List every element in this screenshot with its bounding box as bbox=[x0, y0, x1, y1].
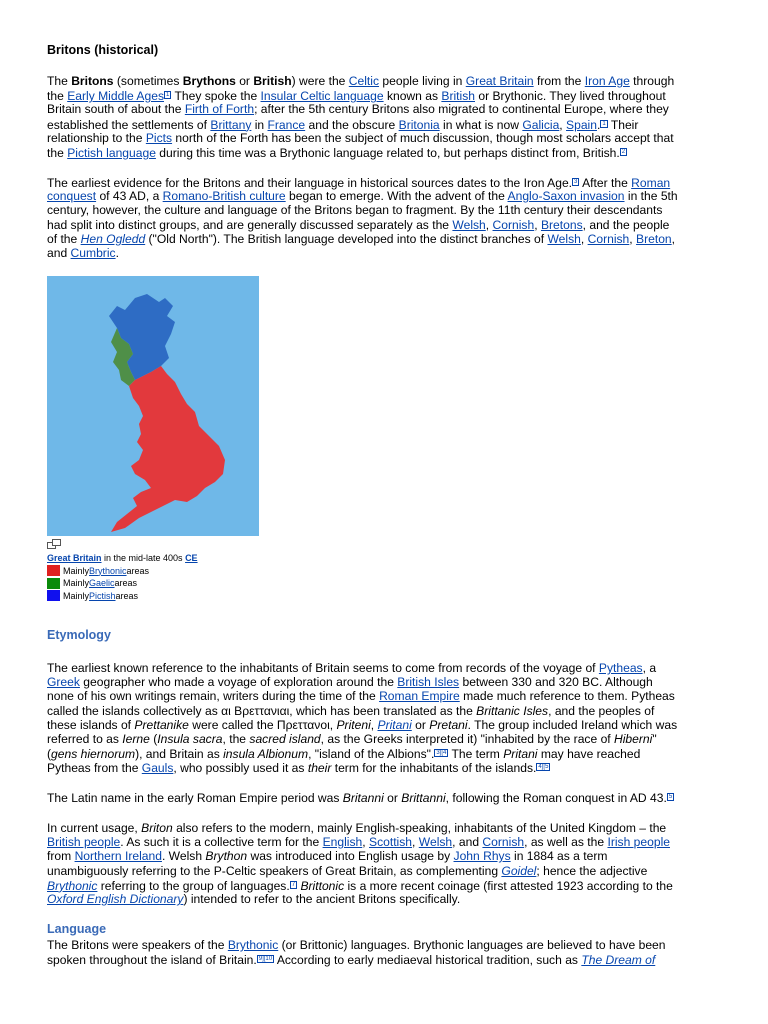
wiki-link[interactable]: Scottish bbox=[369, 835, 413, 850]
wiki-link[interactable]: Pictish language bbox=[67, 145, 156, 160]
text-line: (gens hiernorum), and Britain as insula Albionum, "island of the Albions". $^{3][4}$ The term Pritani may have reached bbox=[47, 747, 641, 762]
italic-term: sacred island bbox=[249, 731, 321, 746]
wiki-link[interactable]: Northern Ireland bbox=[74, 849, 162, 864]
wiki-link[interactable]: Insular Celtic language bbox=[260, 89, 384, 104]
wiki-link[interactable]: France bbox=[267, 117, 306, 132]
text-line: Greek geographer who made a voyage of exploration around the British Isles between 330 and 320 BC. Although bbox=[47, 675, 653, 690]
text-line: The Britons were speakers of the Brythonic (or Brittonic) languages. Brythonic languages are believed to have been bbox=[47, 938, 666, 952]
wiki-link[interactable]: Early Middle Ages bbox=[67, 89, 164, 104]
wiki-link[interactable]: Irish people bbox=[607, 835, 670, 850]
italic-term: Britanni bbox=[342, 791, 384, 805]
italic-term: gens hiernorum bbox=[51, 747, 136, 762]
text-line: the Early Middle Ages $^1$ They spoke the Insular Celtic language known as British or Brythonic. They lived throughout bbox=[47, 89, 666, 104]
wiki-link[interactable]: Anglo-Saxon invasion bbox=[507, 189, 625, 204]
text-line: these islands of Prettanike were called the Πρεττανοι, Priteni, Pritani or Pretani. The group included Ireland which was bbox=[47, 717, 678, 732]
text-line: referred to as Ierne (Insula sacra, the sacred island, as the Greeks interpreted it) "inhabited by the race of Hiberni" bbox=[47, 731, 657, 746]
etymology-paragraph-2 bbox=[47, 790, 722, 804]
italic-term: Brittonic bbox=[300, 878, 345, 893]
wiki-link[interactable]: Cornish bbox=[492, 217, 535, 232]
citation-link[interactable]: 2 bbox=[621, 148, 626, 155]
text-line: The earliest known reference to the inhabitants of Britain seems to come from records of the voyage of Pytheas, a bbox=[47, 661, 657, 675]
wiki-link-italic[interactable]: Hen Ogledd bbox=[80, 231, 146, 246]
text-line: of the Hen Ogledd ("Old North"). The British language developed into the distinct branches of Welsh, Cornish, Breton, bbox=[47, 231, 676, 246]
legend-link-pictish[interactable]: Pictish bbox=[89, 590, 116, 601]
italic-term: Brittanni bbox=[401, 791, 446, 805]
wiki-link[interactable]: Cornish bbox=[482, 835, 525, 850]
citation-link[interactable]: 3 bbox=[574, 179, 578, 185]
text-line: unambiguously referring to the P-Celtic speakers of Great Britain, as complementing Goidel; hence the adjective bbox=[47, 863, 648, 878]
wiki-link[interactable]: Pytheas bbox=[598, 661, 643, 675]
wiki-link-italic[interactable]: Pritani bbox=[377, 717, 412, 732]
text-line: relationship to the Picts north of the Forth has been the subject of much discussion, though most scholars accept that bbox=[47, 130, 674, 145]
wiki-link[interactable]: Firth of Forth bbox=[184, 102, 255, 117]
wiki-link[interactable]: Iron Age bbox=[584, 74, 630, 88]
bold-term: Britons bbox=[71, 74, 114, 88]
caption-link-ce[interactable]: CE bbox=[185, 553, 198, 563]
italic-term: Pritani bbox=[503, 747, 538, 762]
wiki-link[interactable]: Great Britain bbox=[465, 74, 534, 88]
wiki-link[interactable]: Britonia bbox=[398, 117, 440, 132]
etymology-paragraph-3 bbox=[47, 821, 722, 906]
italic-term: Briton bbox=[141, 821, 173, 835]
text-line: none of his own writings remain, writers during the time of the Roman Empire made much reference to them. Pytheas bbox=[47, 689, 675, 704]
etymology-paragraph-1 bbox=[47, 661, 722, 775]
enlarge-icon[interactable] bbox=[47, 536, 61, 546]
wiki-link[interactable]: Welsh bbox=[418, 835, 453, 850]
wiki-link-italic[interactable]: Goidel bbox=[501, 863, 537, 878]
wiki-link[interactable]: English bbox=[322, 835, 363, 850]
text-line: spoken throughout the island of Britain. $^{9][10}$ According to early mediaeval historical tradition, such as The Dream of bbox=[47, 953, 656, 968]
wiki-link-italic[interactable]: Brythonic bbox=[47, 878, 98, 893]
citation-link[interactable]: 9][10 bbox=[258, 956, 273, 963]
bold-term: British bbox=[253, 74, 292, 88]
evidence-paragraph bbox=[47, 175, 722, 260]
wiki-link-italic[interactable]: Oxford English Dictionary bbox=[47, 891, 184, 906]
legend-swatch-pictish bbox=[47, 590, 60, 601]
bold-term: Brythons bbox=[182, 74, 236, 88]
citation-link[interactable]: 3][4 bbox=[436, 750, 447, 757]
intro-paragraph bbox=[47, 74, 722, 159]
text-line: British people. As such it is a collective term for the English, Scottish, Welsh, and Cornish, as well as the Irish people bbox=[47, 835, 670, 850]
legend-swatch-brythonic bbox=[47, 565, 60, 576]
britain-map bbox=[47, 276, 259, 536]
italic-term: their bbox=[307, 761, 332, 776]
wiki-link[interactable]: Romano-British culture bbox=[162, 189, 286, 204]
italic-term: Hiberni bbox=[614, 731, 653, 746]
citation-link[interactable]: 5 bbox=[668, 794, 673, 800]
text-line: The earliest evidence for the Britons and their language in historical sources dates to the Iron Age. $^3$ After the Roman bbox=[47, 176, 671, 190]
italic-term: Priteni bbox=[336, 717, 371, 732]
italic-term: Brittanic Isles bbox=[476, 703, 549, 718]
wiki-link[interactable]: John Rhys bbox=[453, 849, 511, 864]
wiki-link[interactable]: Roman bbox=[631, 176, 671, 190]
wiki-link[interactable]: Roman Empire bbox=[379, 689, 460, 704]
heading-language: Language bbox=[47, 922, 107, 936]
text-line: conquest of 43 AD, a Romano-British culture began to emerge. With the advent of the Anglo-Saxon invasion in the 5th bbox=[47, 189, 678, 204]
legend-link-gaelic[interactable]: Gaelic bbox=[89, 578, 115, 588]
wiki-link[interactable]: Welsh bbox=[547, 231, 581, 246]
text-line: established the settlements of Brittany in France and the obscure Britonia in what is now Galicia, Spain. $^1$ Their bbox=[47, 117, 639, 132]
citation-link[interactable]: 1 bbox=[166, 92, 170, 99]
text-line: The Latin name in the early Roman Empire period was Britanni or Brittanni, following the Roman conquest in AD 43. $^5$ bbox=[47, 791, 673, 805]
legend-swatch-gaelic bbox=[47, 578, 60, 589]
text-line: In current usage, Briton also refers to the modern, mainly English-speaking, inhabitants of the United Kingdom – the bbox=[47, 821, 667, 835]
wiki-link-italic[interactable]: The Dream of bbox=[581, 953, 656, 968]
text-line: the Pictish language during this time was a Brythonic language related to, but perhaps distinct from, British. $^2$ bbox=[47, 145, 626, 160]
page-title: Britons (historical) bbox=[47, 43, 159, 57]
italic-term: insula Albionum bbox=[223, 747, 309, 762]
wiki-link[interactable]: Greek bbox=[47, 675, 80, 690]
wiki-link[interactable]: Breton bbox=[636, 231, 672, 246]
wiki-link[interactable]: Galicia bbox=[522, 117, 560, 132]
caption-link-great-britain[interactable]: Great Britain bbox=[47, 553, 102, 563]
legend-row-brythonic: Mainly Brythonic areas bbox=[47, 565, 198, 578]
wiki-link[interactable]: Cornish bbox=[587, 231, 630, 246]
italic-term: Brython bbox=[205, 849, 248, 864]
language-paragraph bbox=[47, 938, 722, 966]
wiki-link[interactable]: Spain bbox=[566, 117, 597, 132]
citation-link[interactable]: 4][5 bbox=[538, 764, 549, 771]
wiki-link[interactable]: Brythonic bbox=[227, 938, 279, 952]
italic-term: Insula sacra bbox=[157, 731, 223, 746]
citation-link[interactable]: 7 bbox=[291, 881, 296, 888]
text-line: Britain south of about the Firth of Forth; after the 5th century Britons also migrated to continental Europe, where they bbox=[47, 102, 669, 117]
text-line: century, however, the culture and language of the Britons began to fragment. By the 11th century their descendants bbox=[47, 203, 663, 218]
wiki-link[interactable]: conquest bbox=[47, 189, 97, 204]
wiki-link[interactable]: Brittany bbox=[210, 117, 252, 132]
italic-term: Prettanike bbox=[134, 717, 189, 732]
text-line: The Britons (sometimes Brythons or British) were the Celtic people living in Great Britain from the Iron Age through bbox=[47, 74, 675, 88]
wiki-link[interactable]: Bretons bbox=[540, 217, 583, 232]
wiki-link[interactable]: Cumbric bbox=[70, 245, 116, 260]
wiki-link[interactable]: Gauls bbox=[141, 761, 174, 776]
text-line: Pytheas from the Gauls, who possibly used it as their term for the inhabitants of the islands. $^{4][5}$ bbox=[47, 761, 549, 776]
wiki-link[interactable]: Celtic bbox=[348, 74, 380, 88]
text-line: had split into distinct groups, and are generally discussed separately as the Welsh, Cornish, Bretons, and the people bbox=[47, 217, 670, 232]
wiki-link[interactable]: British people bbox=[47, 835, 121, 850]
wiki-link[interactable]: Welsh bbox=[452, 217, 486, 232]
italic-term: Pretani bbox=[429, 717, 468, 732]
wiki-link[interactable]: British Isles bbox=[397, 675, 460, 690]
text-line: called the islands collectively as αι Βρεττανιαι, which has been translated as the Brittanic Isles, and the peoples of bbox=[47, 703, 655, 718]
legend-row-gaelic: Mainly Gaelic areas bbox=[47, 577, 198, 590]
text-line: Oxford English Dictionary) intended to refer to the ancient Britons specifically. bbox=[47, 891, 461, 906]
legend-row-pictish: Mainly Pictish areas bbox=[47, 590, 198, 603]
wiki-link[interactable]: British bbox=[441, 89, 475, 104]
text-line: and Cumbric. bbox=[47, 245, 119, 260]
italic-term: Ierne bbox=[122, 731, 150, 746]
legend-link-brythonic[interactable]: Brythonic bbox=[89, 565, 127, 576]
citation-link[interactable]: 1 bbox=[602, 120, 606, 127]
map-caption: Great Britain in the mid-late 400s CE Mainly Brythonic areas Mainly Gaelic areas Mainly Pictish areas bbox=[47, 553, 198, 601]
text-line: from Northern Ireland. Welsh Brython was introduced into English usage by John Rhys in 1884 as a term bbox=[47, 849, 608, 864]
text-line: Brythonic referring to the group of languages. $^7$ Brittonic is a more recent coinage (first attested 1923 according to the bbox=[47, 878, 673, 893]
wiki-link[interactable]: Picts bbox=[145, 130, 173, 145]
heading-etymology: Etymology bbox=[47, 628, 111, 642]
